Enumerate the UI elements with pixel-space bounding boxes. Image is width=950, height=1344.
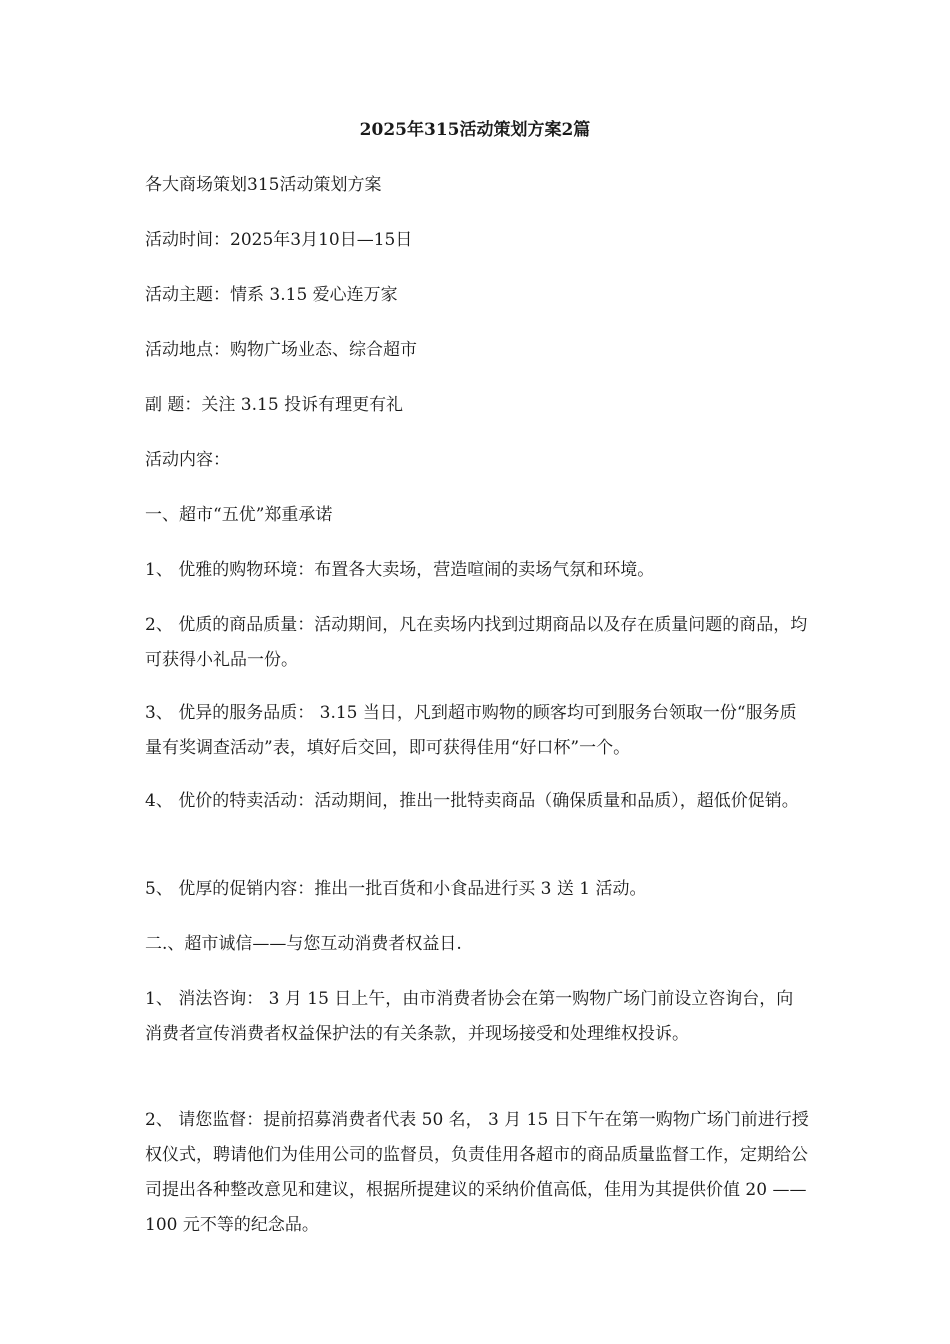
paragraph-content-heading: 活动内容： [145,450,230,470]
list-item-1-1: 1、 优雅的购物环境：布置各大卖场，营造喧闹的卖场气氛和环境。 [145,560,655,580]
list-item-1-4: 4、 优价的特卖活动：活动期间，推出一批特卖商品（确保质量和品质），超低价促销。 [145,791,799,811]
section-heading-2: 二.、超市诚信——与您互动消费者权益日. [145,934,462,954]
list-item-1-5: 5、 优厚的促销内容：推出一批百货和小食品进行买 3 送 1 活动。 [145,879,647,899]
paragraph-event-time: 活动时间：2025年3月10日—15日 [145,230,413,250]
paragraph-sub-theme: 副 题：关注 3.15 投诉有理更有礼 [145,395,404,415]
list-item-1-3: 3、 优异的服务品质： 3.15 当日，凡到超市购物的顾客均可到服务台领取一份“服务质量有奖调查活动”表，填好后交回，即可获得佳用“好口杯”一个。 [145,703,797,758]
list-item-2-2: 2、 请您监督：提前招募消费者代表 50 名， 3 月 15 日下午在第一购物广场门前进行授权仪式，聘请他们为佳用公司的监督员，负责佳用各超市的商品质量监督工作，定期给公司提出各种整改意见和建议，根据所提建议的采纳价值高低，佳用为其提供价值 20 —— 100 元不等的纪念品。 [145,1110,809,1235]
document-title: 2025年315活动策划方案2篇 [359,120,591,140]
paragraph-event-theme: 活动主题：情系 3.15 爱心连万家 [145,285,398,305]
section-heading-1: 一、超市“五优”郑重承诺 [145,505,333,525]
list-item-1-2: 2、 优质的商品质量：活动期间，凡在卖场内找到过期商品以及存在质量问题的商品，均可获得小礼品一份。 [145,615,808,670]
paragraph-subtitle: 各大商场策划315活动策划方案 [145,175,382,195]
paragraph-event-location: 活动地点：购物广场业态、综合超市 [145,340,417,360]
list-item-2-1: 1、 消法咨询： 3 月 15 日上午，由市消费者协会在第一购物广场门前设立咨询台，向消费者宣传消费者权益保护法的有关条款，并现场接受和处理维权投诉。 [145,989,794,1044]
